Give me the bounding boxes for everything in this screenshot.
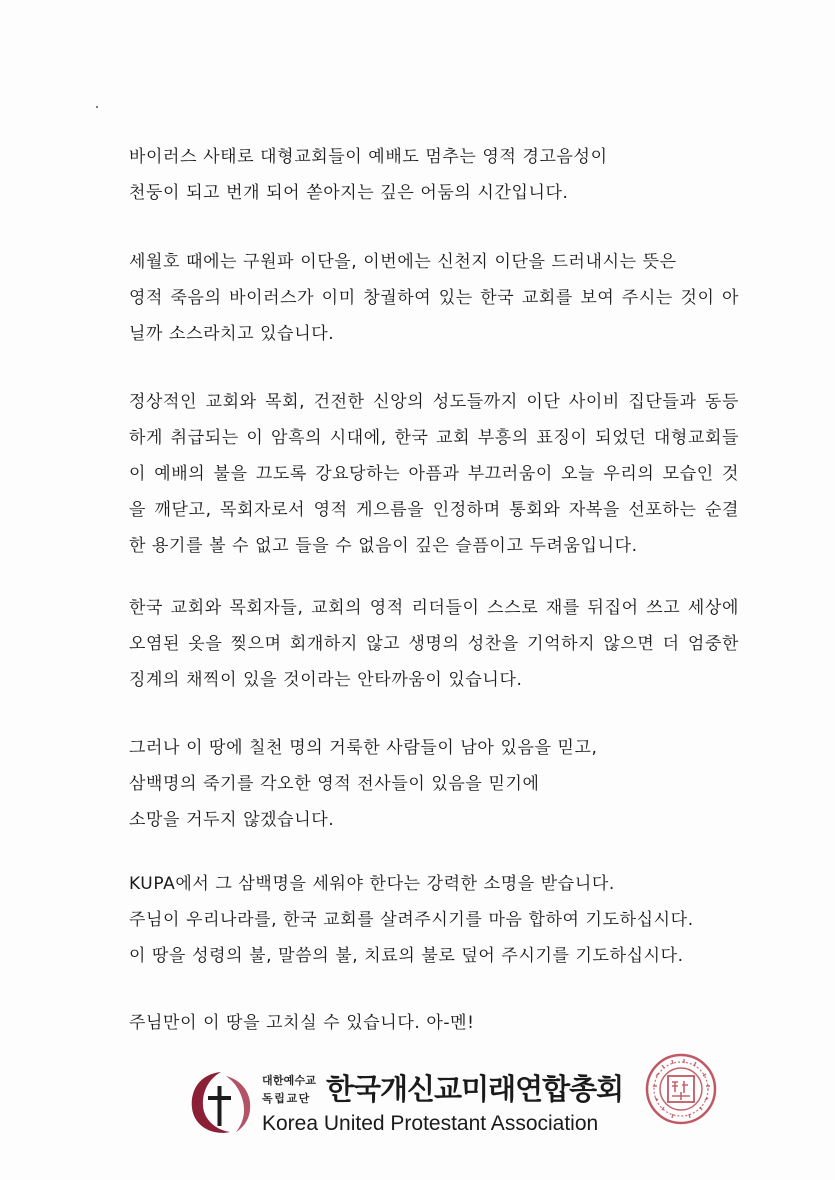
text-line: 을 깨닫고, 목회자로서 영적 게으름을 인정하며 통회와 자복을 선포하는 순결 <box>129 500 739 520</box>
organization-footer <box>186 1056 656 1146</box>
text-line: 닐까 소스라치고 있습니다. <box>129 324 335 344</box>
text-line: 바이러스 사태로 대형교회들이 예배도 멈추는 영적 경고음성이 <box>129 147 608 167</box>
text-line: 이 예배의 불을 끄도록 강요당하는 아픔과 부끄러움이 오늘 우리의 모습인 것 <box>129 464 739 484</box>
text-line: 주님만이 이 땅을 고치실 수 있습니다. 아-멘! <box>129 1013 475 1033</box>
independent-label: 독립교단 <box>262 1092 311 1105</box>
paragraph-5 <box>129 730 739 838</box>
text-line: 세월호 때에는 구원파 이단을, 이번에는 신천지 이단을 드러내시는 뜻은 <box>129 252 677 272</box>
cross-emblem-icon <box>186 1068 256 1138</box>
denomination-label: 대한예수교 <box>262 1074 317 1087</box>
text-line: 영적 죽음의 바이러스가 이미 창궐하여 있는 한국 교회를 보여 주시는 것이 아 <box>129 288 739 308</box>
text-line: 정상적인 교회와 목회, 건전한 신앙의 성도들까지 이단 사이비 집단들과 동등 <box>129 392 739 412</box>
organization-name-english: Korea United Protestant Association <box>262 1112 599 1135</box>
text-line: 이 땅을 성령의 불, 말씀의 불, 치료의 불로 덮어 주시기를 기도하십시다. <box>129 946 684 966</box>
paragraph-4 <box>129 590 739 698</box>
paragraph-1 <box>129 139 739 211</box>
text-line: 한국 교회와 목회자들, 교회의 영적 리더들이 스스로 재를 뒤집어 쓰고 세상에 <box>129 598 739 618</box>
paragraph-6 <box>129 866 739 974</box>
text-line: 삼백명의 죽기를 각오한 영적 전사들이 있음을 믿기에 <box>129 774 540 794</box>
text-line: 징계의 채찍이 있을 것이라는 안타까움이 있습니다. <box>129 670 523 690</box>
red-seal-stamp-icon <box>644 1052 718 1126</box>
text-line: 오염된 옷을 찢으며 회개하지 않고 생명의 성찬을 기억하지 않으면 더 엄중한 <box>129 634 739 654</box>
paragraph-7 <box>129 1005 739 1041</box>
text-line: 하게 취급되는 이 암흑의 시대에, 한국 교회 부흥의 표징이 되었던 대형교회들 <box>129 428 739 448</box>
text-line: 천둥이 되고 번개 되어 쏟아지는 깊은 어둠의 시간입니다. <box>129 183 569 203</box>
paragraph-3 <box>129 384 739 564</box>
paragraph-2 <box>129 244 739 352</box>
scan-speck <box>96 106 98 108</box>
organization-name-korean: 한국개신교미래연합총회 <box>326 1072 624 1106</box>
text-line: 주님이 우리나라를, 한국 교회를 살려주시기를 마음 합하여 기도하십시다. <box>129 910 694 930</box>
text-line: KUPA에서 그 삼백명을 세워야 한다는 강력한 소명을 받습니다. <box>129 874 615 894</box>
text-line: 소망을 거두지 않겠습니다. <box>129 810 335 830</box>
text-line: 한 용기를 볼 수 없고 들을 수 없음이 깊은 슬픔이고 두려움입니다. <box>129 536 638 556</box>
text-line: 그러나 이 땅에 칠천 명의 거룩한 사람들이 남아 있음을 믿고, <box>129 738 598 758</box>
